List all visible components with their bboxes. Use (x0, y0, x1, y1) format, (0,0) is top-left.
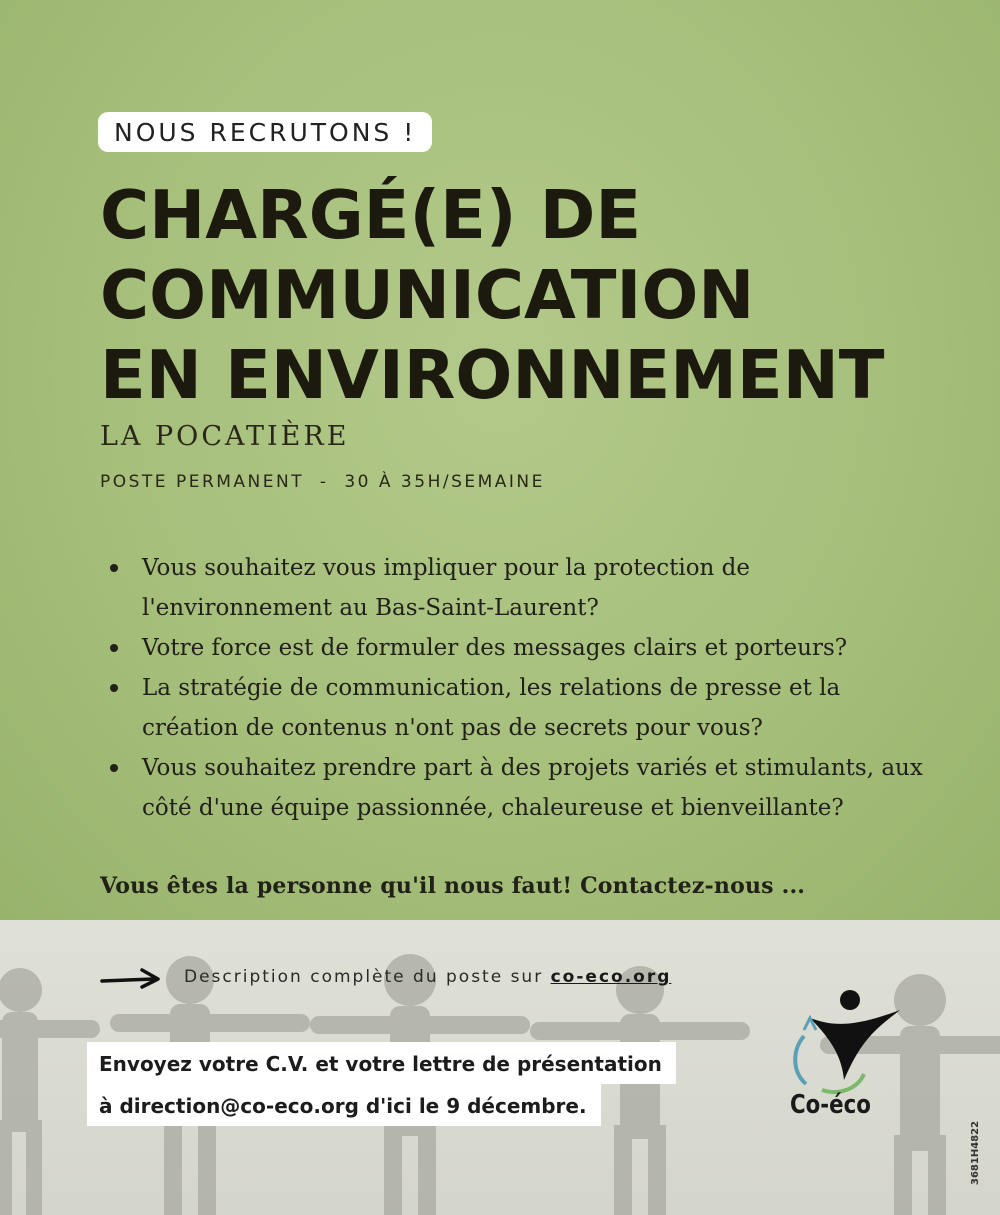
job-title-line-2: COMMUNICATION (100, 256, 755, 334)
list-item: Vous souhaitez vous impliquer pour la protection de l'environnement au Bas-Saint-Laurent? (100, 548, 940, 628)
logo-name: Co-éco (790, 1090, 871, 1120)
website-link[interactable]: co-eco.org (550, 967, 672, 987)
reference-code: 3681H4822 (970, 1120, 981, 1185)
description-text: Description complète du poste sur co-eco.org (184, 967, 672, 987)
send-line-1: Envoyez votre C.V. et votre lettre de présentation (87, 1042, 676, 1084)
bullet-icon (110, 764, 118, 772)
list-item: Votre force est de formuler des messages clairs et porteurs? (100, 628, 940, 668)
bullet-icon (110, 564, 118, 572)
arrow-right-icon (100, 965, 164, 993)
bullet-icon (110, 684, 118, 692)
position-details: POSTE PERMANENT - 30 À 35H/SEMAINE (100, 472, 545, 492)
list-item: Vous souhaitez prendre part à des projets variés et stimulants, aux côté d'une équipe passionnée, chaleureuse et bienveillante? (100, 748, 940, 828)
job-title (100, 175, 980, 415)
list-item: La stratégie de communication, les relations de presse et la création de contenus n'ont pas de secrets pour vous? (100, 668, 940, 748)
location: LA POCATIÈRE (100, 421, 350, 452)
job-title-line-1: CHARGÉ(E) DE (100, 176, 642, 254)
bullet-icon (110, 644, 118, 652)
send-instructions (87, 1042, 676, 1126)
send-line-2: à direction@co-eco.org d'ici le 9 décembre. (87, 1084, 601, 1126)
bullet-list (100, 548, 940, 828)
call-to-action: Vous êtes la personne qu'il nous faut! Contactez-nous ... (100, 873, 806, 899)
job-title-line-3: EN ENVIRONNEMENT (100, 336, 885, 414)
recruiting-badge: NOUS RECRUTONS ! (98, 112, 432, 152)
